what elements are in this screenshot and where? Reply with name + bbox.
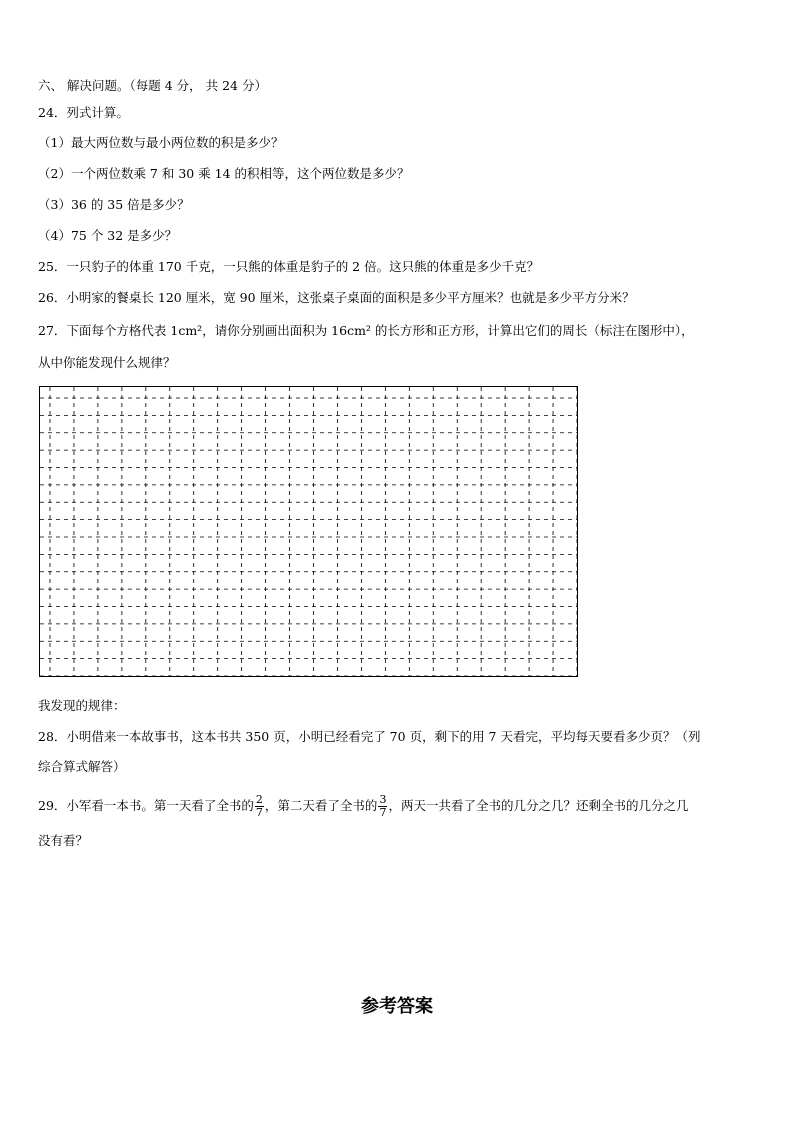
- finding-label: 我发现的规律：: [38, 698, 126, 713]
- fraction-2-denominator: 7: [379, 806, 387, 819]
- question-24-item-1: （1）最大两位数与最小两位数的积是多少？: [38, 135, 284, 150]
- answer-section-title: 参考答案: [361, 996, 433, 1017]
- question-27-line-1: 27．下面每个方格代表 1cm²，请你分别画出面积为 16cm² 的长方形和正方形，计算出它们的周长（标注在图形中），: [38, 323, 694, 338]
- section-title: 六、 解决问题。（每题 4 分， 共 24 分）: [38, 78, 267, 93]
- fraction-three-sevenths: [378, 794, 387, 819]
- question-28-line-2: 综合算式解答）: [38, 759, 126, 774]
- fraction-1-denominator: 7: [255, 806, 263, 819]
- question-28-line-1: 28．小明借来一本故事书，这本书共 350 页，小明已经看完了 70 页，剩下的用 7 天看完，平均每天要看多少页？（列: [38, 729, 701, 744]
- fraction-2-numerator: 3: [379, 793, 387, 806]
- question-29-line-2: 没有看？: [38, 833, 89, 848]
- question-29-line-1: [38, 791, 688, 821]
- grid-lines: [40, 387, 577, 676]
- question-24-item-3: （3）36 的 35 倍是多少？: [38, 197, 190, 212]
- question-29-part-1: 29．小军看一本书。第一天看了全书的: [38, 798, 254, 813]
- question-24-item-4: （4）75 个 32 是多少？: [38, 228, 178, 243]
- fraction-two-sevenths: [255, 794, 264, 819]
- question-24-title: 24．列式计算。: [38, 105, 129, 120]
- question-25: 25．一只豹子的体重 170 千克，一只熊的体重是豹子的 2 倍。这只熊的体重是多少千克？: [38, 259, 540, 274]
- question-24-item-2: （2）一个两位数乘 7 和 30 乘 14 的积相等，这个两位数是多少？: [38, 166, 410, 181]
- question-27-line-2: 从中你能发现什么规律？: [38, 355, 176, 370]
- fraction-1-numerator: 2: [255, 793, 263, 806]
- square-grid[interactable]: [39, 386, 578, 677]
- question-26: 26．小明家的餐桌长 120 厘米，宽 90 厘米，这张桌子桌面的面积是多少平方厘米？也就是多少平方分米？: [38, 290, 635, 305]
- question-29-part-3: ，两天一共看了全书的几分之几？还剩全书的几分之几: [388, 798, 689, 813]
- question-29-part-2: ，第二天看了全书的: [264, 798, 378, 813]
